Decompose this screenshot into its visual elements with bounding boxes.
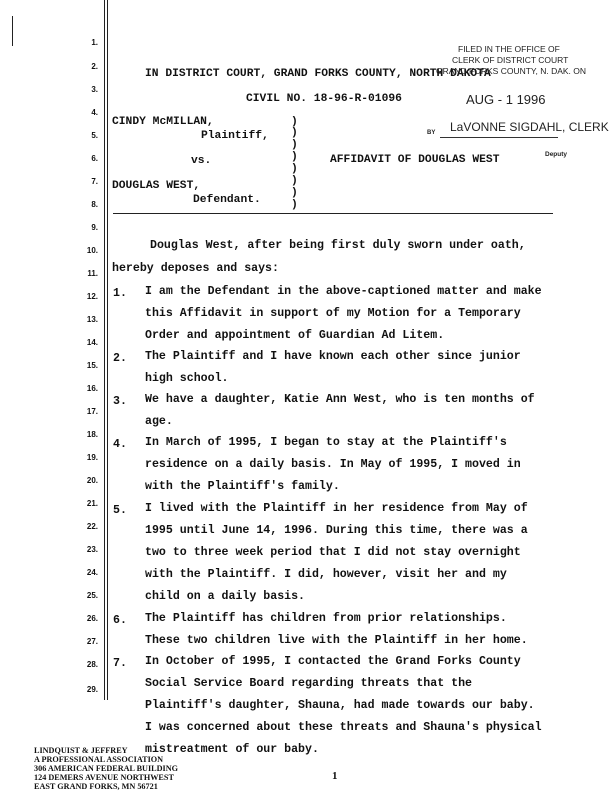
line-number: 3.	[91, 85, 98, 94]
paragraph-line: two to three week period that I did not stay overnight	[145, 546, 521, 559]
line-number: 2.	[91, 62, 98, 71]
margin-rule-right	[107, 0, 108, 700]
paragraph-line: The Plaintiff and I have known each other since junior	[145, 350, 521, 363]
intro-line: hereby deposes and says:	[112, 262, 279, 275]
line-number: 10.	[86, 246, 98, 255]
paragraph-number: 5.	[113, 504, 127, 517]
bracket: )	[291, 175, 298, 187]
paragraph-line: These two children live with the Plaintiff in her home.	[145, 634, 528, 647]
bracket: )	[291, 116, 298, 128]
stamp-date: AUG - 1 1996	[466, 92, 546, 107]
line-number: 4.	[91, 108, 98, 117]
line-number: 17.	[86, 407, 98, 416]
paragraph-line: Plaintiff's daughter, Shauna, had made towards our baby.	[145, 699, 535, 712]
firm-city: EAST GRAND FORKS, MN 56721	[34, 782, 158, 791]
affidavit-title: AFFIDAVIT OF DOUGLAS WEST	[330, 154, 500, 166]
defendant-name: DOUGLAS WEST,	[112, 180, 201, 192]
paragraph-number: 2.	[113, 352, 127, 365]
stamp-clerk: LaVONNE SIGDAHL, CLERK	[450, 120, 609, 134]
paragraph-line: Order and appointment of Guardian Ad Litem.	[145, 329, 445, 342]
versus-label: vs.	[191, 155, 212, 167]
paragraph-line: In October of 1995, I contacted the Grand Forks County	[145, 655, 521, 668]
plaintiff-name: CINDY McMILLAN,	[112, 116, 214, 128]
law-firm-block	[34, 746, 178, 791]
line-number: 22.	[86, 522, 98, 531]
firm-type: A PROFESSIONAL ASSOCIATION	[34, 755, 164, 764]
bracket: )	[291, 163, 298, 175]
line-number: 15.	[86, 361, 98, 370]
line-number: 9.	[91, 223, 98, 232]
line-number: 18.	[86, 430, 98, 439]
line-number: 24.	[86, 568, 98, 577]
stamp-signature-line	[440, 137, 558, 138]
caption-divider	[113, 213, 553, 214]
paragraph-line: Social Service Board regarding threats that the	[145, 677, 472, 690]
line-number: 26.	[86, 614, 98, 623]
page-edge-mark	[12, 16, 13, 46]
line-number: 7.	[91, 177, 98, 186]
firm-name: LINDQUIST & JEFFREY	[34, 746, 128, 755]
line-number: 1.	[91, 38, 98, 47]
line-number: 14.	[86, 338, 98, 347]
line-number: 27.	[86, 637, 98, 646]
line-number: 20.	[86, 476, 98, 485]
paragraph-number: 7.	[113, 657, 127, 670]
stamp-filed-line2: CLERK OF DISTRICT COURT	[452, 55, 569, 65]
firm-building: 306 AMERICAN FEDERAL BUILDING	[34, 764, 178, 773]
paragraph-line: high school.	[145, 372, 229, 385]
line-number: 19.	[86, 453, 98, 462]
defendant-role: Defendant.	[193, 194, 261, 206]
line-number: 29.	[86, 685, 98, 694]
intro-line: Douglas West, after being first duly sworn under oath,	[150, 239, 526, 252]
paragraph-number: 1.	[113, 287, 127, 300]
stamp-by-label: BY	[427, 130, 436, 136]
paragraph-line: with the Plaintiff's family.	[145, 480, 340, 493]
firm-street: 124 DEMERS AVENUE NORTHWEST	[34, 773, 174, 782]
court-heading: IN DISTRICT COURT, GRAND FORKS COUNTY, NORTH DAKOTA	[145, 68, 491, 80]
line-number: 28.	[86, 660, 98, 669]
paragraph-line: The Plaintiff has children from prior relationships.	[145, 612, 507, 625]
civil-number: CIVIL NO. 18-96-R-01096	[246, 93, 402, 105]
paragraph-line: with the Plaintiff. I did, however, visit her and my	[145, 568, 507, 581]
line-number: 12.	[86, 292, 98, 301]
paragraph-number: 3.	[113, 395, 127, 408]
bracket: )	[291, 151, 298, 163]
margin-rule-left	[104, 0, 105, 700]
paragraph-number: 6.	[113, 614, 127, 627]
paragraph-line: In March of 1995, I began to stay at the Plaintiff's	[145, 436, 507, 449]
line-number: 21.	[86, 499, 98, 508]
bracket: )	[291, 139, 298, 151]
plaintiff-role: Plaintiff,	[201, 130, 269, 142]
paragraph-line: this Affidavit in support of my Motion for a Temporary	[145, 307, 521, 320]
paragraph-line: We have a daughter, Katie Ann West, who is ten months of	[145, 393, 535, 406]
bracket: )	[291, 127, 298, 139]
stamp-deputy-label: Deputy	[545, 151, 568, 158]
line-number: 11.	[87, 269, 98, 278]
stamp-filed-line3: GRAND FORKS COUNTY, N. DAK. ON	[436, 66, 587, 76]
paragraph-line: residence on a daily basis. In May of 1995, I moved in	[145, 458, 521, 471]
paragraph-line: 1995 until June 14, 1996. During this time, there was a	[145, 524, 528, 537]
paragraph-line: child on a daily basis.	[145, 590, 306, 603]
line-number: 6.	[91, 154, 98, 163]
line-number: 8.	[91, 200, 98, 209]
paragraph-line: mistreatment of our baby.	[145, 743, 319, 756]
line-number: 5.	[91, 131, 98, 140]
line-number: 16.	[86, 384, 98, 393]
bracket: )	[291, 199, 298, 211]
line-number: 23.	[86, 545, 98, 554]
line-number: 25.	[86, 591, 98, 600]
stamp-filed-line1: FILED IN THE OFFICE OF	[458, 44, 560, 54]
paragraph-line: age.	[145, 415, 173, 428]
paragraph-number: 4.	[113, 438, 127, 451]
paragraph-line: I was concerned about these threats and Shauna's physical	[145, 721, 542, 734]
bracket: )	[291, 187, 298, 199]
paragraph-line: I am the Defendant in the above-captioned matter and make	[145, 285, 542, 298]
paragraph-line: I lived with the Plaintiff in her residence from May of	[145, 502, 528, 515]
page-number: 1	[332, 770, 338, 782]
line-number: 13.	[86, 315, 98, 324]
